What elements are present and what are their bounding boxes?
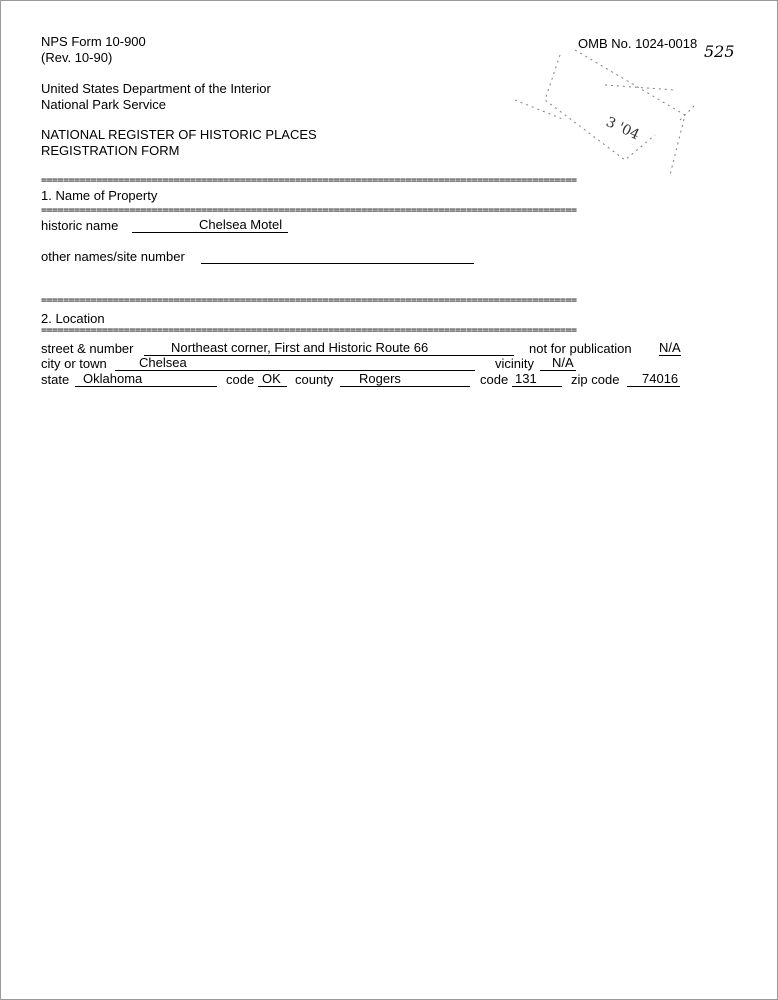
county-code-label: code — [480, 372, 509, 387]
state-label: state — [41, 372, 70, 387]
form-title-line1: NATIONAL REGISTER OF HISTORIC PLACES — [41, 127, 317, 142]
county-value: Rogers — [359, 371, 401, 386]
received-stamp — [505, 45, 705, 195]
state-code-value: OK — [262, 371, 281, 386]
stamp-date: 3 '04 — [603, 114, 642, 144]
other-names-field — [201, 249, 474, 264]
historic-name-value: Chelsea Motel — [199, 217, 283, 232]
county-label: county — [295, 372, 334, 387]
vicinity-value: N/A — [552, 355, 574, 370]
section-1-heading: 1. Name of Property — [41, 188, 158, 203]
zip-label: zip code — [571, 372, 620, 387]
omb-number: OMB No. 1024-0018 — [578, 36, 698, 51]
historic-name-label: historic name — [41, 218, 119, 233]
service-name: National Park Service — [41, 97, 166, 112]
state-code-label: code — [226, 372, 255, 387]
divider-rule: ================================================================================================= — [41, 296, 577, 306]
divider-rule: ================================================================================================= — [41, 326, 577, 336]
not-for-publication-label: not for publication — [529, 341, 632, 356]
handwritten-note: 525 — [704, 42, 735, 61]
street-value: Northeast corner, First and Historic Route 66 — [171, 340, 429, 355]
city-value: Chelsea — [139, 355, 187, 370]
department-name: United States Department of the Interior — [41, 81, 271, 96]
vicinity-label: vicinity — [495, 356, 535, 371]
form-title-line2: REGISTRATION FORM — [41, 143, 180, 158]
divider-rule: ================================================================================================= — [41, 176, 577, 186]
state-value: Oklahoma — [83, 371, 143, 386]
city-label: city or town — [41, 356, 107, 371]
form-number: NPS Form 10-900 — [41, 34, 146, 49]
form-revision: (Rev. 10-90) — [41, 50, 113, 65]
section-2-heading: 2. Location — [41, 311, 105, 326]
zip-value: 74016 — [642, 371, 679, 386]
other-names-label: other names/site number — [41, 249, 185, 264]
divider-rule: ================================================================================================= — [41, 206, 577, 216]
not-for-publication-value: N/A — [659, 340, 681, 355]
county-code-value: 131 — [515, 371, 537, 386]
street-label: street & number — [41, 341, 134, 356]
